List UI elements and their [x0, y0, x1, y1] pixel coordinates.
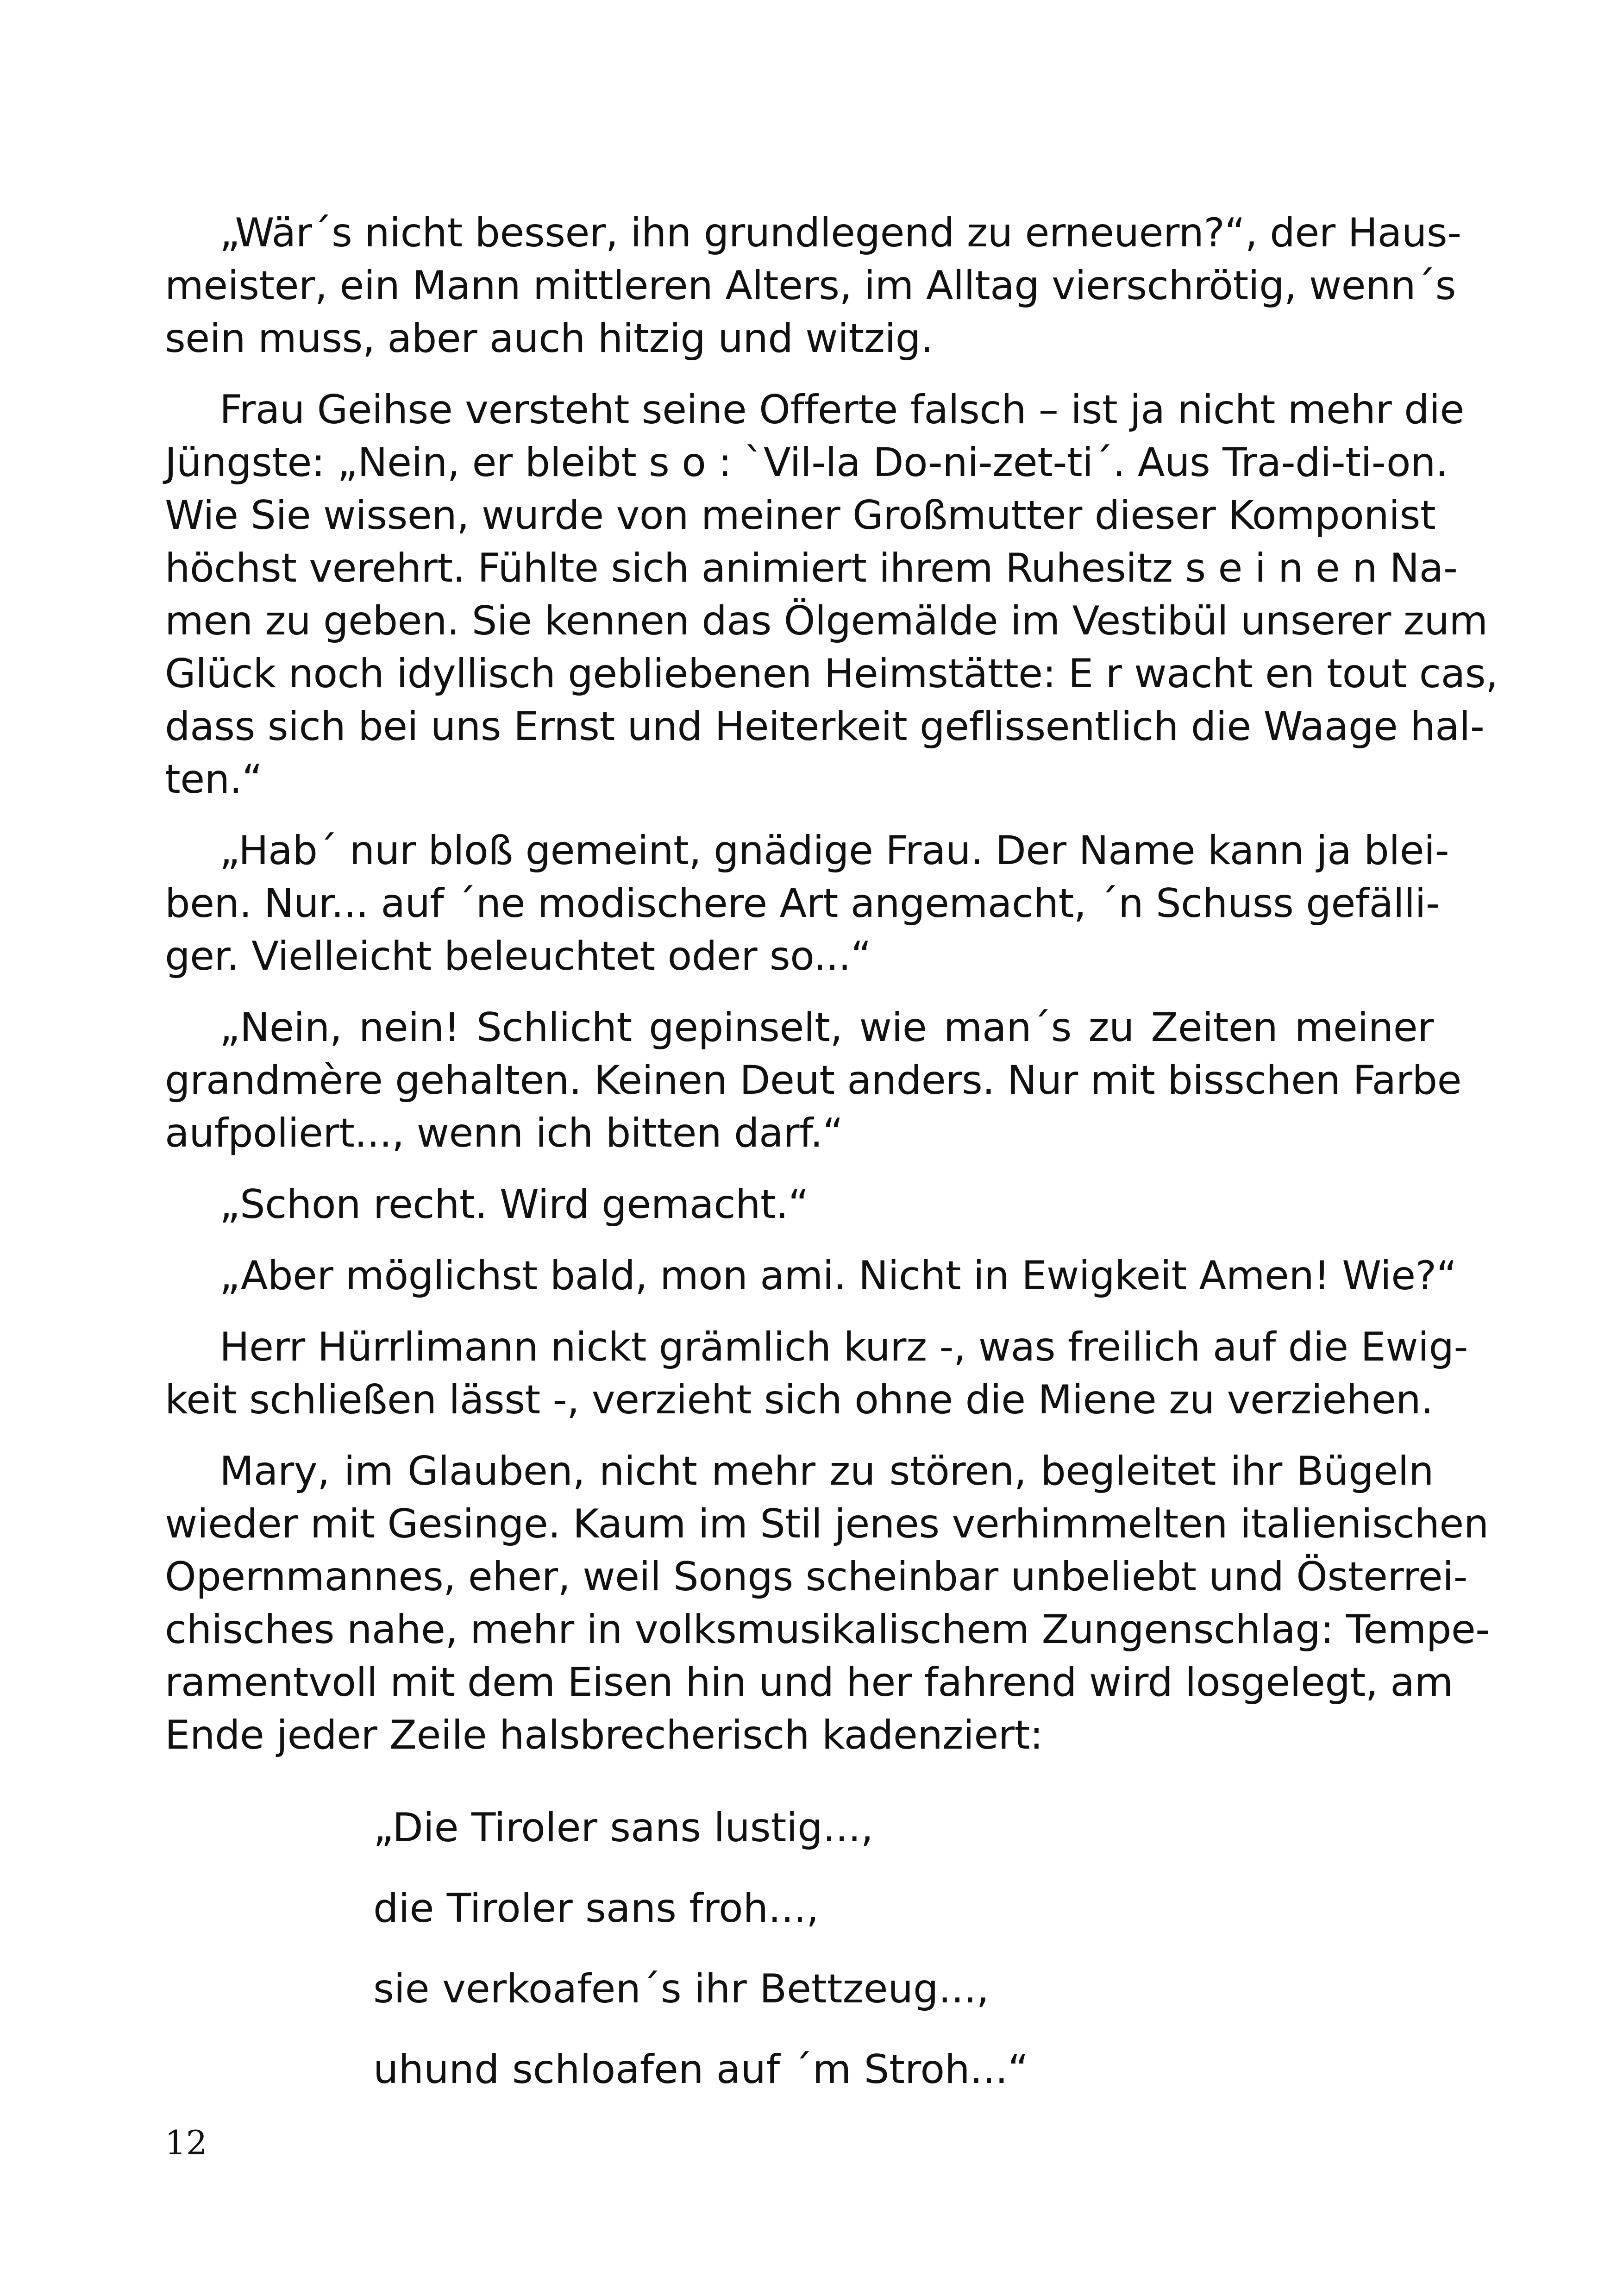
paragraph-1 — [165, 207, 1461, 365]
text-line: Jüngste: „Nein, er bleibt s o : `Vil-la Do-ni-zet-ti´. Aus Tra-di-ti-on. — [165, 439, 1448, 486]
text-line: „Schon recht. Wird gemacht.“ — [219, 1181, 809, 1228]
text-line: „Nein, nein! Schlicht gepinselt, wie man´s zu Zeiten meiner — [219, 1004, 1434, 1051]
text-line: ger. Vielleicht beleuchtet oder so...“ — [165, 933, 871, 979]
text-line: wieder mit Gesinge. Kaum im Stil jenes verhimmelten italienischen — [165, 1501, 1489, 1547]
paragraph-4 — [165, 1001, 1461, 1160]
paragraph-6 — [165, 1249, 1457, 1302]
text-line: sein muss, aber auch hitzig und witzig. — [165, 315, 933, 362]
text-line: „Wär´s nicht besser, ihn grundlegend zu erneuern?“, der Haus- — [219, 210, 1461, 256]
text-line: ramentvoll mit dem Eisen hin und her fahrend wird losgelegt, am — [165, 1659, 1453, 1706]
verse-line: uhund schloafen auf ´m Stroh...“ — [373, 2046, 1029, 2093]
text-line: ten.“ — [165, 756, 263, 803]
text-line: Herr Hürrlimann nickt grämlich kurz -, was freilich auf die Ewig- — [219, 1324, 1468, 1370]
text-line: Wie Sie wissen, wurde von meiner Großmutter dieser Komponist — [165, 492, 1436, 539]
text-line: chisches nahe, mehr in volksmusikalischem Zungenschlag: Tempe- — [165, 1606, 1490, 1653]
text-line: grandmère gehalten. Keinen Deut anders. Nur mit bisschen Farbe — [165, 1057, 1461, 1104]
text-line: ben. Nur... auf ´ne modischere Art angemacht, ´n Schuss gefälli- — [165, 880, 1440, 927]
text-line: aufpoliert..., wenn ich bitten darf.“ — [165, 1110, 843, 1156]
body-text — [165, 207, 1498, 1780]
paragraph-3 — [165, 824, 1449, 983]
text-line: dass sich bei uns Ernst und Heiterkeit geflissentlich die Waage hal- — [165, 703, 1485, 750]
text-line: Glück noch idyllisch gebliebenen Heimstätte: E r wacht en tout cas, — [165, 651, 1498, 697]
verse-line: „Die Tiroler sans lustig..., — [373, 1805, 874, 1851]
text-line: höchst verehrt. Fühlte sich animiert ihrem Ruhesitz s e i n e n Na- — [165, 545, 1458, 591]
paragraph-8 — [165, 1445, 1490, 1762]
text-line: men zu geben. Sie kennen das Ölgemälde im Vestibül unserer zum — [165, 598, 1488, 644]
verse-line: sie verkoafen´s ihr Bettzeug..., — [373, 1966, 989, 2012]
paragraph-5 — [165, 1178, 1434, 1231]
text-line: keit schließen lässt -, verzieht sich ohne die Miene zu verziehen. — [165, 1377, 1433, 1423]
paragraph-2 — [165, 383, 1498, 806]
text-line: „Aber möglichst bald, mon ami. Nicht in Ewigkeit Amen! Wie?“ — [219, 1253, 1457, 1299]
text-line: Frau Geihse versteht seine Offerte falsch – ist ja nicht mehr die — [219, 387, 1464, 433]
text-line: „Hab´ nur bloß gemeint, gnädige Frau. Der Name kann ja blei- — [219, 828, 1449, 874]
paragraph-7 — [165, 1321, 1468, 1426]
verse-line: die Tiroler sans froh..., — [373, 1885, 819, 1932]
page-number: 12 — [165, 2123, 207, 2162]
text-line: meister, ein Mann mittleren Alters, im Alltag vierschrötig, wenn´s — [165, 263, 1456, 309]
text-line: Mary, im Glauben, nicht mehr zu stören, begleitet ihr Bügeln — [219, 1448, 1434, 1494]
text-line: Opernmannes, eher, weil Songs scheinbar unbeliebt und Österrei- — [165, 1554, 1468, 1600]
text-line: Ende jeder Zeile halsbrecherisch kadenziert: — [165, 1712, 1043, 1758]
